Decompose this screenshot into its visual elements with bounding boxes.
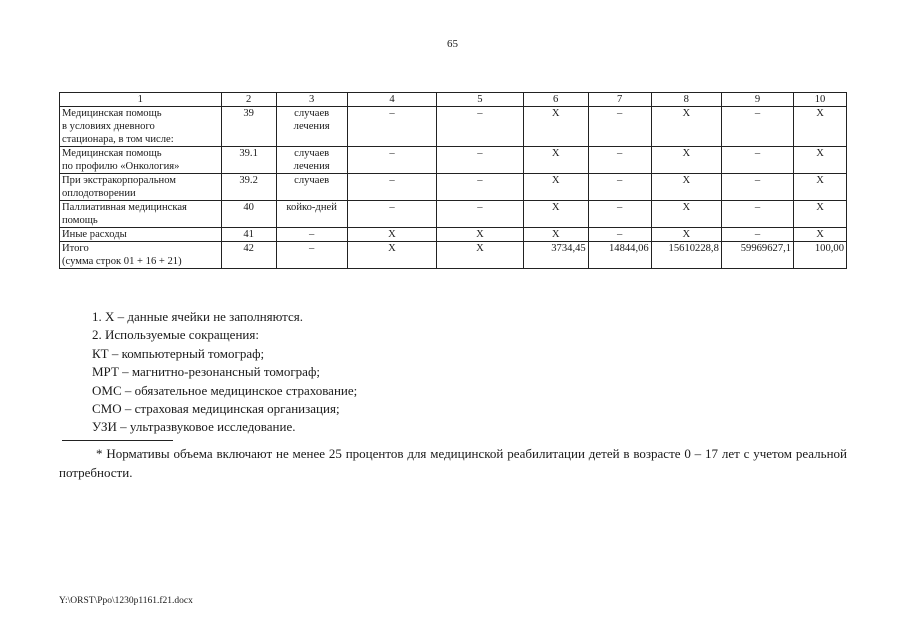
cell-c2: 42	[221, 242, 276, 269]
note-line: 2. Используемые сокращения:	[92, 327, 259, 343]
cell-c9: 59969627,1	[721, 242, 793, 269]
footnote: * Нормативы объема включают не менее 25 процентов для медицинской реабилитации детей в возрасте 0 – 17 лет с учетом реальной потребности.	[59, 446, 847, 480]
cell-c5: Х	[437, 242, 523, 269]
header-cell: 10	[794, 93, 847, 107]
cell-line: лечения	[293, 161, 330, 172]
cell-line: Медицинская помощь	[62, 148, 162, 159]
cell-c6: Х	[523, 174, 588, 201]
cell-c8: Х	[651, 107, 721, 147]
cell-c3	[276, 174, 347, 201]
cell-c4: Х	[347, 242, 436, 269]
cell-line: оплодотворении	[62, 188, 136, 199]
cell-c8: 15610228,8	[651, 242, 721, 269]
cell-c3	[276, 147, 347, 174]
cell-line: случаев	[294, 175, 330, 186]
cell-line: –	[309, 229, 315, 240]
table-row	[60, 174, 847, 201]
notes-block	[92, 308, 357, 437]
cell-c6: Х	[523, 107, 588, 147]
header-cell: 4	[347, 93, 436, 107]
cell-c9: –	[721, 228, 793, 242]
cell-c4: –	[347, 201, 436, 228]
cell-line: случаев	[294, 148, 330, 159]
cell-line: Паллиативная медицинская	[62, 202, 187, 213]
cell-c6: Х	[523, 147, 588, 174]
note-line: УЗИ – ультразвуковое исследование.	[92, 419, 296, 435]
cell-c7: –	[588, 201, 651, 228]
table-row	[60, 107, 847, 147]
cell-c3	[276, 228, 347, 242]
table-row	[60, 147, 847, 174]
cell-c10: Х	[794, 147, 847, 174]
header-cell: 3	[276, 93, 347, 107]
file-path: Y:\ORST\Ppo\1230p1161.f21.docx	[59, 596, 193, 606]
table-header-row	[60, 93, 847, 107]
note-line: КТ – компьютерный томограф;	[92, 345, 265, 361]
cell-c8: Х	[651, 174, 721, 201]
cell-line: случаев	[294, 108, 330, 119]
table-row	[60, 228, 847, 242]
cell-c7: –	[588, 107, 651, 147]
note-line: МРТ – магнитно-резонансный томограф;	[92, 364, 320, 380]
cell-line: Иные расходы	[62, 229, 127, 240]
cell-c10: Х	[794, 201, 847, 228]
cell-line: помощь	[62, 215, 98, 226]
cell-c1	[60, 107, 222, 147]
page-number: 65	[447, 38, 458, 50]
cell-c5: Х	[437, 228, 523, 242]
table-row	[60, 201, 847, 228]
header-cell: 1	[60, 93, 222, 107]
cell-c5: –	[437, 147, 523, 174]
note-line: СМО – страховая медицинская организация;	[92, 401, 340, 417]
cell-c3	[276, 201, 347, 228]
cell-c4: Х	[347, 228, 436, 242]
header-cell: 6	[523, 93, 588, 107]
cell-c2: 39	[221, 107, 276, 147]
cell-c5: –	[437, 201, 523, 228]
table-row	[60, 242, 847, 269]
cell-c5: –	[437, 174, 523, 201]
cell-c5: –	[437, 107, 523, 147]
cell-c9: –	[721, 147, 793, 174]
cell-c4: –	[347, 107, 436, 147]
cell-c7: –	[588, 228, 651, 242]
cell-line: Итого	[62, 243, 89, 254]
cell-c9: –	[721, 201, 793, 228]
cell-line: стационара, в том числе:	[62, 134, 174, 145]
cell-line: При экстракорпоральном	[62, 175, 177, 186]
header-cell: 2	[221, 93, 276, 107]
note-line: 1. Х – данные ячейки не заполняются.	[92, 309, 304, 324]
header-cell: 8	[651, 93, 721, 107]
cell-line: (сумма строк 01 + 16 + 21)	[62, 256, 182, 267]
cell-c8: Х	[651, 147, 721, 174]
cell-c6: 3734,45	[523, 242, 588, 269]
cell-c3	[276, 242, 347, 269]
footnote-divider	[62, 440, 173, 441]
cell-c10: 100,00	[794, 242, 847, 269]
cell-c3	[276, 107, 347, 147]
cell-line: по профилю «Онкология»	[62, 161, 180, 172]
cell-c1	[60, 147, 222, 174]
header-cell: 7	[588, 93, 651, 107]
header-cell: 5	[437, 93, 523, 107]
cell-c9: –	[721, 174, 793, 201]
cell-c8: Х	[651, 201, 721, 228]
cell-c2: 39.2	[221, 174, 276, 201]
cell-line: койко-дней	[286, 202, 337, 213]
cell-c1	[60, 228, 222, 242]
header-cell: 9	[721, 93, 793, 107]
note-line: ОМС – обязательное медицинское страхование;	[92, 382, 358, 398]
data-table	[59, 92, 847, 269]
cell-line: Медицинская помощь	[62, 108, 162, 119]
cell-c6: Х	[523, 228, 588, 242]
cell-c1	[60, 174, 222, 201]
cell-c2: 40	[221, 201, 276, 228]
cell-c4: –	[347, 174, 436, 201]
cell-c9: –	[721, 107, 793, 147]
cell-c8: Х	[651, 228, 721, 242]
cell-c7: –	[588, 174, 651, 201]
cell-c1	[60, 242, 222, 269]
cell-line: в условиях дневного	[62, 121, 155, 132]
cell-line: –	[309, 243, 315, 254]
cell-c6: Х	[523, 201, 588, 228]
cell-c7: –	[588, 147, 651, 174]
cell-c10: Х	[794, 228, 847, 242]
cell-c2: 39.1	[221, 147, 276, 174]
cell-c10: Х	[794, 107, 847, 147]
cell-c2: 41	[221, 228, 276, 242]
cell-c10: Х	[794, 174, 847, 201]
cell-c4: –	[347, 147, 436, 174]
cell-line: лечения	[293, 121, 330, 132]
cell-c7: 14844,06	[588, 242, 651, 269]
cell-c1	[60, 201, 222, 228]
